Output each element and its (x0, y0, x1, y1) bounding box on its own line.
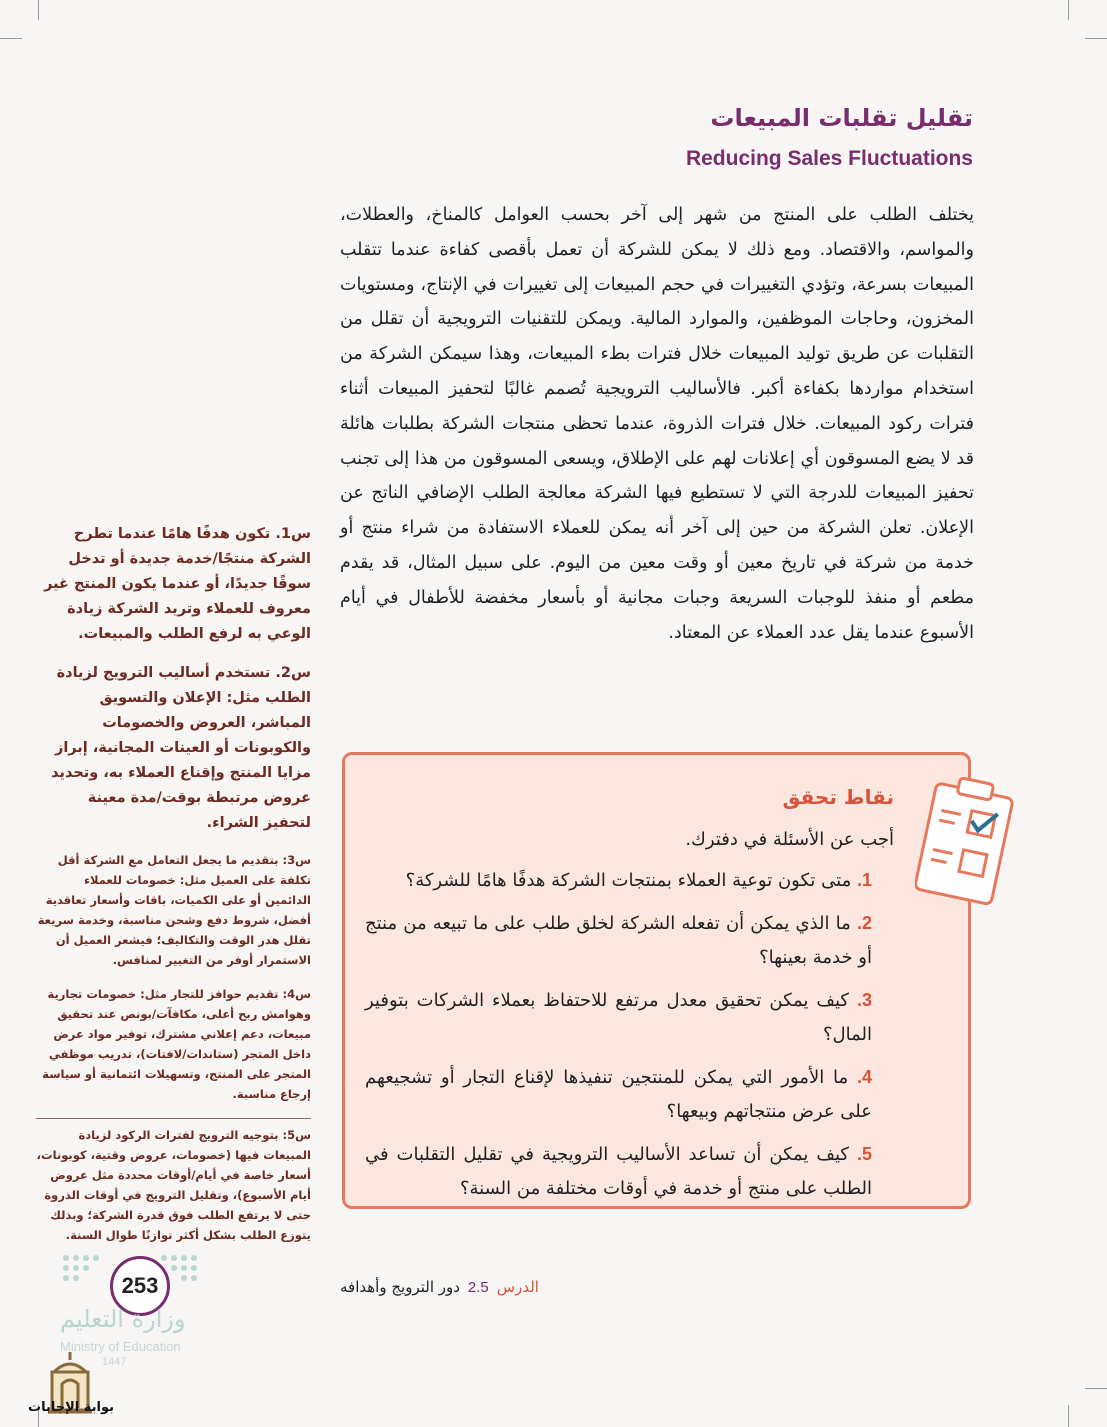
answer-note-3: س3: بتقديم ما يجعل التعامل مع الشركة أقل تكلفة على العميل مثل: خصومات للعملاء الدائمين أو على الكميات، باقات وأسعار تعاقدية أفضل، شروط دفع وشحن مناسبة، وخدمة سريعة تقلل هدر الوقت والتكاليف؛ فيشعر العميل أن الاستمرار أوفر من التغيير لمنافس. (37, 853, 311, 967)
crop-mark (0, 38, 22, 39)
body-paragraph: يختلف الطلب على المنتج من شهر إلى آخر بحسب العوامل كالمناخ، والعطلات، والمواسم، والاقتصاد. ومع ذلك لا يمكن للشركة أن تعمل بأقصى كفاءة عندما تتقلب المبيعات بسرعة، وتؤدي التغييرات في حجم المبيعات إلى تغييرات في الإنتاج، ومستويات المخزون، وحاجات الموظفين، والموارد المالية. ويمكن للتقنيات الترويجية أن تقلل من التقلبات عن طريق توليد المبيعات خلال فترات بطء المبيعات، وهذا سيمكن الشركة من استخدام مواردها بكفاءة أكبر. فالأساليب الترويجية تُصمم غالبًا لتحفيز المبيعات أثناء فترات ركود المبيعات. خلال فترات الذروة، عندما تحظى منتجات الشركة بطلبات هائلة قد لا يضع المسوقون أي إعلانات لهم على الإطلاق، ويسعى المسوقون من هذا إلى تجنب تحفيز المبيعات للدرجة التي لا تستطيع فيها الشركة معالجة الطلب الإضافي الناتج عن الإعلان. تعلن الشركة من حين إلى آخر أنه يمكن للعملاء الاستفادة من شراء منتج أو خدمة من شركة في تاريخ معين أو وقت معين من اليوم. على سبيل المثال، قد يقدم مطعم أو منفذ للوجبات السريعة وجبات مجانية أو بأسعار مخفضة للأطفال في أيام الأسبوع عندما يقل عدد العملاء عن المعتاد. (340, 205, 974, 643)
crop-mark (1068, 0, 1069, 20)
answer-note-2: س2. تستخدم أساليب الترويج لزيادة الطلب مثل: الإعلان والتسويق المباشر، العروض والخصومات والكوبونات أو العينات المجانية، إبراز مزايا المنتج وإقناع العملاء به، وتحديد عروض مرتبطة بوقت/مدة معينة لتحفيز الشراء. (51, 665, 311, 831)
question-item (365, 1137, 872, 1206)
crop-mark (1068, 1405, 1069, 1427)
crop-mark (38, 0, 39, 20)
lesson-label: الدرس (496, 1278, 539, 1296)
question-number: 2. (856, 913, 872, 933)
question-text: ما الأمور التي يمكن للمنتجين تنفيذها لإقناع التجار أو تشجيعهم على عرض منتجاتهم وبيعها؟ (365, 1067, 872, 1122)
crop-mark (1085, 38, 1107, 39)
ministry-year: 1447 (102, 1356, 127, 1368)
answers-sidebar (36, 522, 311, 1259)
question-text: ما الذي يمكن أن تفعله الشركة لخلق طلب على ما تبيعه من منتج أو خدمة بعينها؟ (365, 913, 872, 968)
section-title-arabic: تقليل تقلبات المبيعات (710, 104, 973, 132)
ministry-name-english: Ministry of Education (60, 1339, 181, 1354)
crop-mark (1085, 1388, 1107, 1389)
question-item (365, 1060, 872, 1129)
lesson-title: دور الترويج وأهدافه (340, 1278, 460, 1296)
question-number: 3. (856, 990, 872, 1010)
check-points-box (342, 752, 971, 1209)
answer-divider (36, 1118, 311, 1119)
check-points-title: نقاط تحقق (782, 785, 894, 809)
question-item (365, 906, 872, 975)
question-item (365, 983, 872, 1052)
question-item (365, 863, 872, 898)
question-text: كيف يمكن أن تساعد الأساليب الترويجية في تقليل التقلبات في الطلب على منتج أو خدمة في أوقات مختلفة من السنة؟ (365, 1144, 872, 1199)
lesson-number: 2.5 (467, 1279, 489, 1296)
section-title-english: Reducing Sales Fluctuations (685, 147, 973, 170)
ministry-name-arabic: وزارة التعليم (60, 1305, 186, 1333)
question-text: متى تكون توعية العملاء بمنتجات الشركة هدفًا هامًا للشركة؟ (405, 870, 852, 891)
answer-note-1: س1. تكون هدفًا هامًا عندما تطرح الشركة منتجًا/خدمة جديدة أو تدخل سوقًا جديدًا، أو عندما يكون المنتج غير معروف للعملاء وتريد الشركة زيادة الوعي به لرفع الطلب والمبيعات. (44, 526, 311, 642)
question-number: 4. (856, 1067, 872, 1087)
lesson-footer (340, 1278, 539, 1296)
check-points-instruction: أجب عن الأسئلة في دفترك. (685, 829, 894, 850)
page-number-badge: 253 (110, 1256, 170, 1316)
answer-note-4: س4: تقديم حوافز للتجار مثل: خصومات تجارية وهوامش ربح أعلى، مكافآت/بونص عند تحقيق مبيعات، دعم إعلاني مشترك، توفير مواد عرض داخل المتجر (ستاندات/لافتات)، تدريب موظفي المتجر على المنتج، وتسهيلات ائتمانية أو سياسة إرجاع مناسبة. (42, 987, 311, 1101)
watermark-text: بوابة الإجابات (28, 1400, 114, 1415)
question-number: 1. (856, 870, 872, 890)
question-number: 5. (856, 1144, 872, 1164)
checklist-clipboard-icon (915, 768, 1015, 918)
question-text: كيف يمكن تحقيق معدل مرتفع للاحتفاظ بعملاء الشركات بتوفير المال؟ (365, 990, 872, 1045)
answer-note-5: س5: بتوجيه الترويج لفترات الركود لزيادة المبيعات فيها (خصومات، عروض وقتية، كوبونات، أسعار خاصة في أيام/أوقات محددة مثل عروض أيام الأسبوع)، وتقليل الترويج في أوقات الذروة حتى لا يرتفع الطلب فوق قدرة الشركة؛ وبذلك يتوزع الطلب بشكل أكثر توازنًا طوال السنة. (36, 1128, 311, 1242)
question-list (365, 863, 872, 1214)
